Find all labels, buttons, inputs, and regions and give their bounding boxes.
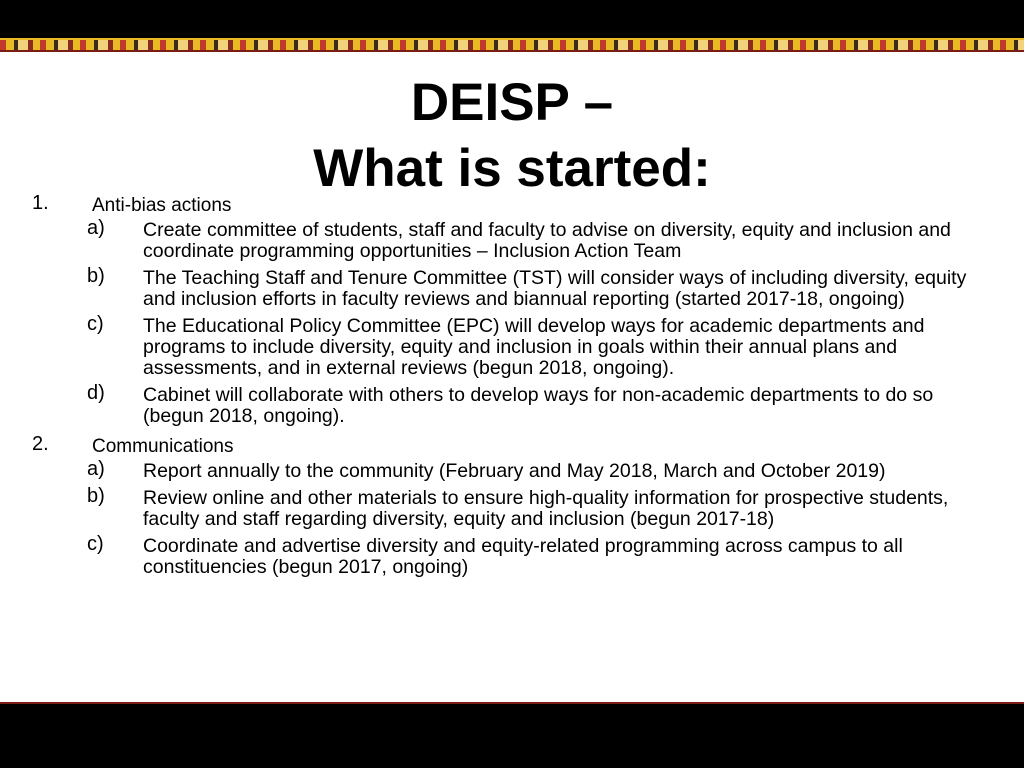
- list-item: [0, 433, 1024, 460]
- item-number: 2.: [32, 433, 49, 455]
- item-label: Communications: [92, 436, 234, 457]
- sub-item-text: Review online and other materials to ensure high-quality information for prospective students, faculty and staff regarding diversity, equity and inclusion (begun 2017-18): [143, 487, 949, 530]
- sub-item: [0, 217, 1024, 262]
- sub-item-letter: a): [87, 458, 105, 480]
- sub-item-letter: a): [87, 217, 105, 239]
- list-item: [0, 192, 1024, 219]
- sub-item-letter: c): [87, 313, 104, 335]
- title-line-1: DEISP –: [410, 73, 614, 132]
- decorative-pattern-strip: [0, 38, 1024, 52]
- title-line-2: What is started:: [313, 139, 711, 198]
- sub-item: [0, 382, 1024, 427]
- sub-item: [0, 458, 1024, 482]
- sub-item-text: Cabinet will collaborate with others to develop ways for non-academic departments to do so (begun 2018, ongoing).: [143, 384, 934, 427]
- bottom-black-band: [0, 702, 1024, 768]
- sub-item-text: The Teaching Staff and Tenure Committee (TST) will consider ways of including diversity, equity and inclusion efforts in faculty reviews and biannual reporting (started 2017-18, ongoing): [143, 267, 967, 310]
- top-black-band: [0, 0, 1024, 38]
- sub-item: [0, 533, 1024, 578]
- sub-item: [0, 485, 1024, 530]
- slide-content: [0, 192, 1024, 584]
- sub-item-text: The Educational Policy Committee (EPC) will develop ways for academic departments and programs to include diversity, equity and inclusion in goals within their annual plans and assessments, and in external reviews (begun 2018, ongoing).: [143, 315, 925, 379]
- sub-item-letter: d): [87, 382, 105, 404]
- sub-item-letter: b): [87, 485, 105, 507]
- sub-item-text: Report annually to the community (February and May 2018, March and October 2019): [143, 460, 886, 482]
- slide-title: [0, 70, 1024, 202]
- item-number: 1.: [32, 192, 49, 214]
- sub-item-text: Create committee of students, staff and faculty to advise on diversity, equity and inclusion and coordinate programming opportunities – Inclusion Action Team: [143, 219, 951, 262]
- sub-item: [0, 265, 1024, 310]
- sub-item: [0, 313, 1024, 379]
- sub-item-text: Coordinate and advertise diversity and equity-related programming across campus to all constituencies (begun 2017, ongoing): [143, 535, 903, 578]
- sub-item-letter: c): [87, 533, 104, 555]
- item-label: Anti-bias actions: [92, 195, 232, 216]
- sub-item-letter: b): [87, 265, 105, 287]
